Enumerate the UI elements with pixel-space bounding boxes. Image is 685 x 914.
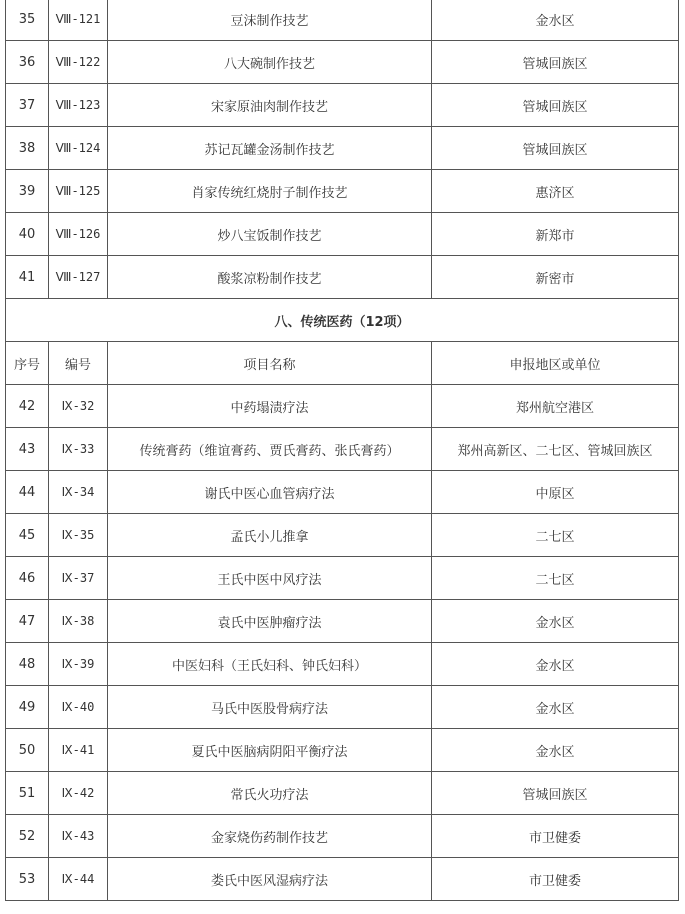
region-cell: 市卫健委 xyxy=(432,858,679,901)
code-cell: Ⅸ-42 xyxy=(49,772,108,815)
region-cell: 金水区 xyxy=(432,0,679,41)
code-cell: Ⅸ-37 xyxy=(49,557,108,600)
region-cell: 新郑市 xyxy=(432,213,679,256)
name-cell: 豆沫制作技艺 xyxy=(108,0,432,41)
table-row xyxy=(6,170,679,213)
code-cell: Ⅸ-33 xyxy=(49,428,108,471)
region-cell: 二七区 xyxy=(432,514,679,557)
code-cell: Ⅷ-126 xyxy=(49,213,108,256)
name-cell: 马氏中医股骨病疗法 xyxy=(108,686,432,729)
region-cell: 金水区 xyxy=(432,729,679,772)
seq-cell: 35 xyxy=(6,0,49,41)
code-cell: Ⅸ-34 xyxy=(49,471,108,514)
header-name: 项目名称 xyxy=(108,342,432,385)
code-cell: Ⅸ-43 xyxy=(49,815,108,858)
region-cell: 管城回族区 xyxy=(432,84,679,127)
region-cell: 二七区 xyxy=(432,557,679,600)
table-row xyxy=(6,471,679,514)
name-cell: 王氏中医中风疗法 xyxy=(108,557,432,600)
name-cell: 金家烧伤药制作技艺 xyxy=(108,815,432,858)
code-cell: Ⅷ-125 xyxy=(49,170,108,213)
region-cell: 金水区 xyxy=(432,686,679,729)
seq-cell: 42 xyxy=(6,385,49,428)
seq-cell: 38 xyxy=(6,127,49,170)
code-cell: Ⅸ-38 xyxy=(49,600,108,643)
name-cell: 炒八宝饭制作技艺 xyxy=(108,213,432,256)
code-cell: Ⅷ-121 xyxy=(49,0,108,41)
region-cell: 金水区 xyxy=(432,643,679,686)
seq-cell: 37 xyxy=(6,84,49,127)
code-cell: Ⅸ-40 xyxy=(49,686,108,729)
name-cell: 中医妇科（王氏妇科、钟氏妇科） xyxy=(108,643,432,686)
name-cell: 夏氏中医脑病阴阳平衡疗法 xyxy=(108,729,432,772)
region-cell: 管城回族区 xyxy=(432,772,679,815)
seq-cell: 50 xyxy=(6,729,49,772)
seq-cell: 46 xyxy=(6,557,49,600)
table-row xyxy=(6,600,679,643)
name-cell: 苏记瓦罐金汤制作技艺 xyxy=(108,127,432,170)
region-cell: 金水区 xyxy=(432,600,679,643)
seq-cell: 48 xyxy=(6,643,49,686)
region-cell: 郑州高新区、二七区、管城回族区 xyxy=(432,428,679,471)
region-cell: 惠济区 xyxy=(432,170,679,213)
table-row xyxy=(6,557,679,600)
table-row xyxy=(6,729,679,772)
code-cell: Ⅷ-122 xyxy=(49,41,108,84)
region-cell: 市卫健委 xyxy=(432,815,679,858)
table-row xyxy=(6,514,679,557)
table-row xyxy=(6,84,679,127)
table-row xyxy=(6,0,679,41)
table-row xyxy=(6,815,679,858)
seq-cell: 43 xyxy=(6,428,49,471)
seq-cell: 47 xyxy=(6,600,49,643)
code-cell: Ⅷ-123 xyxy=(49,84,108,127)
code-cell: Ⅸ-44 xyxy=(49,858,108,901)
table-row xyxy=(6,213,679,256)
header-region: 申报地区或单位 xyxy=(432,342,679,385)
seq-cell: 36 xyxy=(6,41,49,84)
name-cell: 宋家原油肉制作技艺 xyxy=(108,84,432,127)
header-seq: 序号 xyxy=(6,342,49,385)
code-cell: Ⅸ-35 xyxy=(49,514,108,557)
seq-cell: 41 xyxy=(6,256,49,299)
name-cell: 中药塌渍疗法 xyxy=(108,385,432,428)
code-cell: Ⅸ-39 xyxy=(49,643,108,686)
table-row xyxy=(6,127,679,170)
section-title: 八、传统医药（12项） xyxy=(6,299,679,342)
region-cell: 管城回族区 xyxy=(432,41,679,84)
header-code: 编号 xyxy=(49,342,108,385)
name-cell: 谢氏中医心血管病疗法 xyxy=(108,471,432,514)
region-cell: 中原区 xyxy=(432,471,679,514)
section-row xyxy=(6,299,679,342)
seq-cell: 44 xyxy=(6,471,49,514)
region-cell: 郑州航空港区 xyxy=(432,385,679,428)
name-cell: 孟氏小儿推拿 xyxy=(108,514,432,557)
table-header-row xyxy=(6,342,679,385)
seq-cell: 53 xyxy=(6,858,49,901)
seq-cell: 49 xyxy=(6,686,49,729)
name-cell: 传统膏药（维谊膏药、贾氏膏药、张氏膏药） xyxy=(108,428,432,471)
table-row xyxy=(6,643,679,686)
table-row xyxy=(6,686,679,729)
name-cell: 肖家传统红烧肘子制作技艺 xyxy=(108,170,432,213)
region-cell: 新密市 xyxy=(432,256,679,299)
code-cell: Ⅸ-32 xyxy=(49,385,108,428)
name-cell: 娄氏中医风湿病疗法 xyxy=(108,858,432,901)
seq-cell: 51 xyxy=(6,772,49,815)
seq-cell: 45 xyxy=(6,514,49,557)
name-cell: 八大碗制作技艺 xyxy=(108,41,432,84)
seq-cell: 40 xyxy=(6,213,49,256)
region-cell: 管城回族区 xyxy=(432,127,679,170)
code-cell: Ⅸ-41 xyxy=(49,729,108,772)
seq-cell: 39 xyxy=(6,170,49,213)
heritage-registry-table xyxy=(5,0,679,901)
code-cell: Ⅷ-127 xyxy=(49,256,108,299)
table-row xyxy=(6,385,679,428)
seq-cell: 52 xyxy=(6,815,49,858)
table-row xyxy=(6,256,679,299)
code-cell: Ⅷ-124 xyxy=(49,127,108,170)
table-row xyxy=(6,858,679,901)
table-row xyxy=(6,428,679,471)
table-row xyxy=(6,772,679,815)
table-row xyxy=(6,41,679,84)
name-cell: 常氏火功疗法 xyxy=(108,772,432,815)
name-cell: 酸浆凉粉制作技艺 xyxy=(108,256,432,299)
name-cell: 袁氏中医肿瘤疗法 xyxy=(108,600,432,643)
